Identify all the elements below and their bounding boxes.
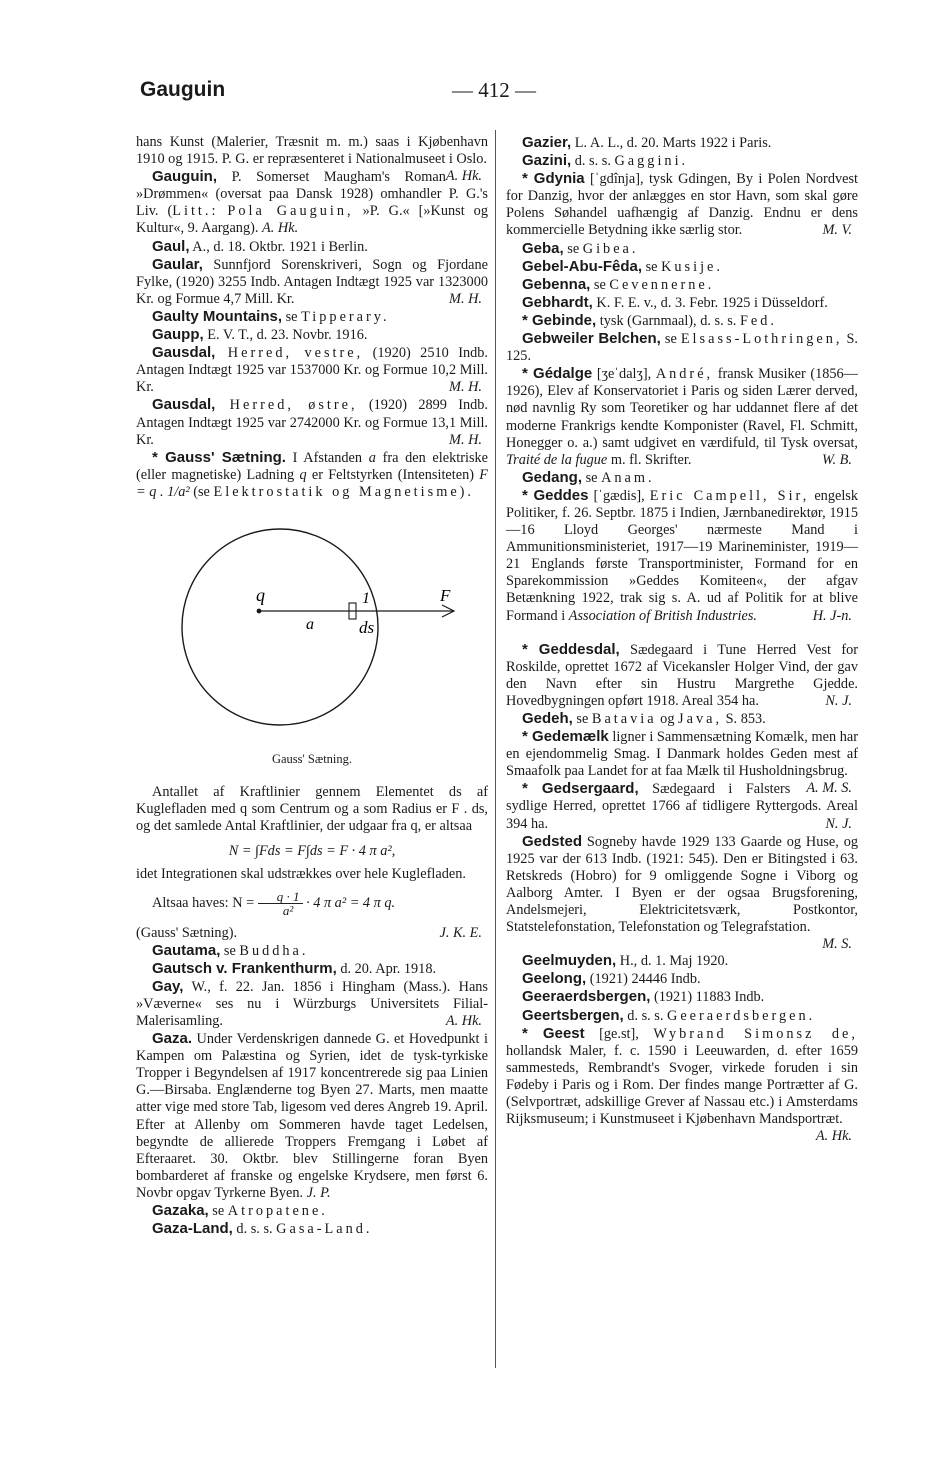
entry-headword: Geertsbergen, [522,1006,624,1024]
entry-gedsted: Gedsted Sogneby havde 1929 133 Gaarde og Huse, og 1925 var der 613 Indb. (1921: 545). Den er Bitingsted i 63. Retskreds (Hobro) for 9 omliggende Sogne i Viborg og Aalborg Amter. I Byen er der ogsaa Brugsforening, Andelsmejeri, Elektricitetsværk, Postkontor, Statstelefonstation, Telefonstation og Telegrafstation. M. S. [506,832,858,953]
entry-gedsergaard: * Gedsergaard, Sædegaard i Falsters sydlige Herred, oprettet 1766 af tidligere Ryttergods. Areal 394 ha. N. J. [506,780,858,832]
author-signature: J. P. [306,1184,331,1201]
page-header-title: Gauguin [140,78,226,101]
entry-gautama: Gautama, se Buddha. [152,941,309,959]
author-signature: M. S. [822,936,852,953]
entry-gap [506,936,858,952]
entry-gdynia: * Gdynia [ˈgdînja], tysk Gdingen, By i Polen Nordvest for Danzig, hvor der anlægges en stor Havn, som skal gøre Polens Søhandel uafhængig af Danzig. Endnu er dens kommercielle Betydning ikke særlig stor. M. V. [506,170,858,239]
entry-headword: Gaza-Land, [152,1220,233,1238]
entry-gay: Gay, W., f. 22. Jan. 1856 i Hingham (Mass.). Hans »Væverne« ses nu i Würzburgs Universitets Filial-Malerisamling. A. Hk. [136,977,488,1029]
entry-gazaka: Gazaka, se Atropatene. [152,1202,328,1220]
author-signature: M. H. [449,290,482,307]
entry-headword: * Geddesdal, [522,640,620,658]
entry-headword: Gebhardt, [522,293,593,311]
gauss-diagram-svg [156,515,476,751]
entry-headword: Gausdal, [152,396,216,414]
entry-headword: Gay, [152,977,184,995]
page-number: — 412 — [452,78,536,102]
entry-gedemaelk: * Gedemælk ligner i Sammensætning Komælk, men har en ejendommelig Smag. I Danmark holdes Geden mest af Smaafolk paa Landet for at faa Mælk til Husholdningsbrug. A. M. S. [506,728,858,797]
entry-headword: Geelmuyden, [522,952,617,970]
paragraph-integration: idet Integrationen skal udstrækkes over hele Kuglefladen. [136,866,466,883]
author-signature: M. H. [449,379,482,396]
entry-gazini: Gazini, d. s. s. Gaggini. [522,152,689,170]
fraction: $\frac{q \cdot 1}{\text{a²}}$ [258,890,303,917]
entry-headword: Geelong, [522,970,587,988]
entry-headword: Gedang, [522,468,583,486]
entry-geertsbergen: Geertsbergen, d. s. s. Geeraerdsbergen. [522,1006,816,1024]
right-column [506,134,858,1145]
entry-geddes: * Geddes [ˈgædis], Eric Campell, Sir, engelsk Politiker, f. 26. Septbr. 1875 i Indien, Jærnbanedirektør, 1915—16 Lloyd Georges' nærmeste Mand i Ammunitionsministeriet, 1917—19 Marineminister, 1919—21 Englands første Transportminister, Formand for en Sparekommission »Geddes Komiteen«, der afgav Betænkning 1922, trak sig s. A. ud af Politik for at blive Formand i Association of British Industries. H. J-n. [506,486,859,624]
author-signature: A. Hk. [815,1128,852,1145]
entry-gaupp: Gaupp, E. V. T., d. 23. Novbr. 1916. [152,326,368,344]
entry-headword: Gaulty Mountains, [152,307,283,325]
entry-gap [506,625,858,641]
author-signature: A. Hk. [262,220,299,237]
author-signature: A. Hk. [445,1013,482,1029]
entry-gebel-abu-feda: Gebel-Abu-Fêda, se Kusije. [522,257,723,275]
entry-gaular: Gaular, Sunnfjord Sorenskriveri, Sogn og Fjordane Fylke, (1920) 3255 Indb. Antagen Indtægt 1925 var 1323000 Kr. og Formue 4,7 Mill. Kr. M. H. [136,255,488,307]
entry-headword: Gebweiler Belchen, [522,330,661,348]
entry-headword: * Gauss' Sætning. [152,448,286,466]
formula-integral: N = ∫Fds = F∫ds = F · 4 π a², [228,843,396,860]
column-divider [495,130,496,1368]
author-signature: J. K. E. [439,924,482,941]
label-q: q [256,584,265,605]
paragraph-gauss-conclusion: (Gauss' Sætning). J. K. E. [136,925,488,942]
paragraph-kraftlinier: Antallet af Kraftlinier gennem Elementet ds af Kuglefladen med q som Centrum og a som Radius er F . ds, og det samlede Antal Kraftlinier, der udgaar fra q, er altsaa [136,784,488,835]
entry-headword: Gedeh, [522,710,573,727]
entry-headword: Gauguin, [152,168,217,186]
label-one: 1 [362,589,370,607]
entry-headword: Geba, [522,239,564,257]
entry-gebweiler-belchen: Gebweiler Belchen, se Elsass-Lothringen, S. 125. [506,330,858,365]
entry-headword: Gazier, [522,134,572,151]
entry-headword: * Geddes [522,486,589,504]
author-signature: A. Hk. [445,168,482,185]
entry-headword: Gaular, [152,255,203,273]
entry-gausdal-ostre: Gausdal, Herred, østre, (1920) 2899 Indb. Antagen Indtægt 1925 var 2742000 Kr. og Formue 13,1 Mill. Kr. M. H. [136,396,488,448]
author-signature: A. M. S. [806,780,852,797]
entry-gebhardt: Gebhardt, K. F. E. v., d. 3. Febr. 1925 i Düsseldorf. [522,293,828,311]
author-signature: N. J. [825,815,852,832]
entry-gedang: Gedang, se Anam. [522,468,655,486]
gauss-diagram [136,515,488,751]
label-ds: ds [359,617,375,637]
entry-headword: Gautama, [152,941,221,959]
entry-headword: * Gédalge [522,365,593,383]
entry-headword: Gaul, [152,237,190,255]
entry-gaul: Gaul, A., d. 18. Oktbr. 1921 i Berlin. [152,237,368,255]
label-F: F [440,585,451,605]
formula-result: Altsaa haves: N = $\frac{q \cdot 1}{\text{a²}}$ · 4 π a² = 4 π q. [152,888,396,918]
entry-gebinde: * Gebinde, tysk (Garnmaal), d. s. s. Fed. [522,311,777,329]
entry-gausdal-vestre: Gausdal, Herred, vestre, (1920) 2510 Indb. Antagen Indtægt 1925 var 1537000 Kr. og Formue 10,2 Mill. Kr. M. H. [136,344,488,396]
entry-geba: Geba, se Gibea. [522,239,639,257]
sphere-circle [182,529,378,725]
entry-gauguin-continued: hans Kunst (Malerier, Træsnit m. m.) saas i Kjøbenhavn 1910 og 1915. P. G. er repræsenteret i Nationalmuseet i Oslo. A. Hk. [136,134,488,185]
entry-geest: * Geest [ge.st], Wybrand Simonsz de, hollandsk Maler, f. c. 1590 i Leeuwarden, d. efter 1659 sammesteds, Rembrandt's Svoger, virkede foruden i sin Fødeby i Paris og i Rom. Der findes mange Portrætter af G. (Selvportræt, adskillige Grever af Nassau etc.) i Amsterdams Rijksmuseum; i Kunstmuseet i Kjøbenhavn Mandsportræt. A. Hk. [506,1024,858,1145]
entry-gedalge: * Gédalge [ʒeˈdalʒ], André, fransk Musiker (1856—1926), Elev af Konservatoriet i Paris og siden Lærer derved, nød navnlig Ry som Teoretiker og har uddannet flere af det moderne Frankrigs kendte Komponister (Ravel, Fl. Schmitt, Honegger o. a.) samt udgivet en værdifuld, til Tysk oversat, Traité de la fugue m. fl. Skrifter. W. B. [506,365,858,468]
entry-gebenna: Gebenna, se Cevennerne. [522,275,715,293]
author-signature: N. J. [825,692,852,709]
entry-headword: * Gedemælk [522,728,609,746]
entry-headword: * Geest [522,1024,585,1042]
charge-point [257,609,262,614]
author-signature: M. V. [822,222,852,239]
entry-geelong: Geelong, (1921) 24446 Indb. [522,970,701,988]
author-signature: H. J-n. [812,607,852,624]
entry-headword: * Gebinde, [522,311,597,329]
entry-geddesdal: * Geddesdal, Sædegaard i Tune Herred Vest for Roskilde, oprettet 1672 af Vicekansler Holger Vind, der gav den Navn efter sin Hustru Margrethe Gjedde. Hovedbygningen opført 1918. Areal 354 ha. N. J. [506,640,858,709]
left-column [136,134,488,1238]
entry-headword: Gazaka, [152,1202,209,1220]
entry-gaza-land: Gaza-Land, d. s. s. Gasa-Land. [152,1220,373,1238]
entry-headword: * Gdynia [522,170,585,188]
entry-headword: Gausdal, [152,344,216,362]
entry-geeraerdsbergen: Geeraerdsbergen, (1921) 11883 Indb. [522,988,765,1006]
entry-gaulty-mountains: Gaulty Mountains, se Tipperary. [152,307,390,325]
entry-gedeh: Gedeh, se Batavia og Java, S. 853. [522,710,766,727]
entry-gazier: Gazier, L. A. L., d. 20. Marts 1922 i Paris. [522,134,772,151]
entry-headword: Gebel-Abu-Fêda, [522,257,643,275]
entry-headword: Geeraerdsbergen, [522,988,651,1006]
author-signature: W. B. [821,451,852,468]
entry-headword: * Gedsergaard, [522,780,639,798]
entry-gaza: Gaza. Under Verdenskrigen dannede G. et Hovedpunkt i Kampen om Palæstina og Syrien, idet de tysk-tyrkiske Tropper i Begyndelsen af 1917 koncentrerede sig paa Linien G.—Birsaba. Englænderne tog Byen 27. Marts, men maatte atter vige med store Tab, ligesom ved deres Angreb 19. April. Efter at Allenby om Sommeren havde taget Ledelsen, begyndte de allierede Troppers Fremgang i Løbet af Efteraaret. 30. Oktbr. blev Stillingerne foran Byen bombarderet af franske og engelske Krydsere, men først 6. Novbr opgav Tyrkerne Byen. J. P. [136,1030,488,1201]
label-a: a [306,615,314,633]
entry-headword: Gaza. [152,1030,193,1048]
entry-gautsch: Gautsch v. Frankenthurm, d. 20. Apr. 1918. [152,959,437,977]
entry-gauguin-maugham: Gauguin, P. Somerset Maugham's Roman »Drømmen« (oversat paa Dansk 1928) omhandler P. G.'s Liv. (Litt.: Pola Gauguin, »P. G.« [»Kunst og Kultur«, 9. Aargang). A. Hk. [136,168,488,237]
figure-caption: Gauss' Sætning. [271,751,353,766]
entry-headword: Gedsted [522,832,583,850]
entry-headword: Gebenna, [522,275,591,293]
entry-headword: Gaupp, [152,326,204,344]
entry-gauss-saetning: * Gauss' Sætning. I Afstanden a fra den elektriske (eller magnetiske) Ladning q er Feltstyrken (Intensiteten) F = q . 1/a² (se Elektrostatik og Magnetisme). [136,448,489,500]
entry-headword: Gautsch v. Frankenthurm, [152,959,337,977]
entry-headword: Gazini, [522,152,572,170]
author-signature: M. H. [449,431,482,448]
entry-geelmuyden: Geelmuyden, H., d. 1. Maj 1920. [522,952,729,970]
